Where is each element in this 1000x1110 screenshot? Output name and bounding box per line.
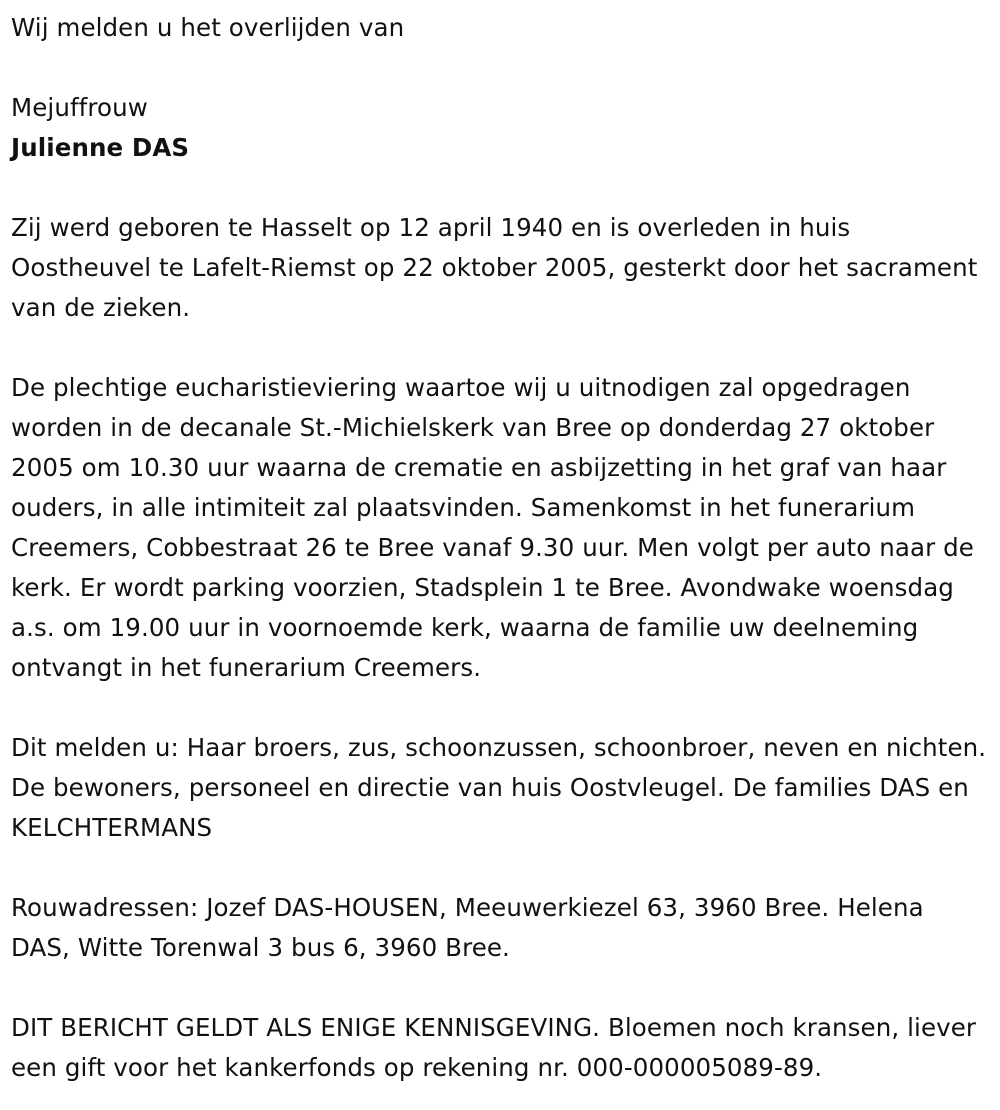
honorific-title: Mejuffrouw (11, 93, 148, 122)
family-paragraph: Dit melden u: Haar broers, zus, schoonzussen, schoonbroer, neven en nichten. De bewoners, personeel en directie van huis Oostvleugel. De families DAS en KELCHTERMANS (11, 733, 987, 842)
birth-death-paragraph: Zij werd geboren te Hasselt op 12 april 1940 en is overleden in huis Oostheuvel te Lafelt-Riemst op 22 oktober 2005, gesterkt door het sacrament van de zieken. (11, 213, 978, 322)
addresses-paragraph: Rouwadressen: Jozef DAS-HOUSEN, Meeuwerkiezel 63, 3960 Bree. Helena DAS, Witte Torenwal 3 bus 6, 3960 Bree. (11, 893, 924, 962)
deceased-name: Julienne DAS (11, 133, 190, 162)
closing-paragraph: DIT BERICHT GELDT ALS ENIGE KENNISGEVING. Bloemen noch kransen, liever een gift voor het kankerfonds op rekening nr. 000-000005089-89. (11, 1013, 977, 1082)
ceremony-paragraph: De plechtige eucharistieviering waartoe wij u uitnodigen zal opgedragen worden in de decanale St.-Michielskerk van Bree op donderdag 27 oktober 2005 om 10.30 uur waarna de crematie en asbijzetting in het graf van haar ouders, in alle intimiteit zal plaatsvinden. Samenkomst in het funerarium Creemers, Cobbestraat 26 te Bree vanaf 9.30 uur. Men volgt per auto naar de kerk. Er wordt parking voorzien, Stadsplein 1 te Bree. Avondwake woensdag a.s. om 19.00 uur in voornoemde kerk, waarna de familie uw deelneming ontvangt in het funerarium Creemers. (11, 373, 974, 682)
intro-line: Wij melden u het overlijden van (11, 13, 405, 42)
